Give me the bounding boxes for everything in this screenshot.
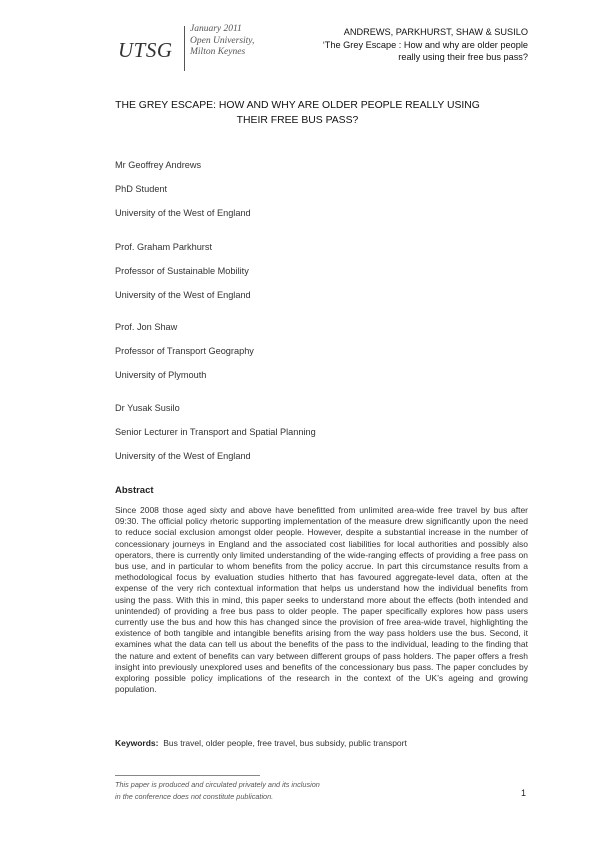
author-affiliation: University of the West of England [115,290,251,300]
author-affiliation: University of the West of England [115,451,251,461]
author-role: Professor of Sustainable Mobility [115,266,249,276]
running-head-title-line-1: ‘The Grey Escape : How and why are older people [322,39,528,50]
abstract-body: Since 2008 those aged sixty and above have benefitted from unlimited area-wide free travel by bus after 09:30. The official policy rhetoric supporting implementation of the measure drew significantly upon the need to reduce social exclusion amongst older people. However, despite a substantial increase in the number of concessionary journeys in England and the associated cost liabilities for local authorities and possibly also operators, there is currently only limited understanding of the wide-ranging effects of providing a free pass on bus use, and in particular to whom benefits from the policy accrue. In part this circumstance results from a methodological focus by evaluation studies hitherto that has favoured aggregate-level data, often at the expense of the very rich contextual information that helps us understand how the individual benefits from using the pass. With this in mind, this paper seeks to understand more about the effects (both intended and unintended) of providing a free bus pass to older people. The paper specifically explores how pass users currently use the bus and how this has changed since the provision of free area-wide travel, highlighting the existence of both tangible and intangible benefits arising from the way pass holders use the bus. Second, it examines what the data can tell us about the benefits of the pass to the individual, leading to the finding that the nature and extent of benefits can vary between different groups of pass holders. The paper offers a fresh insight into previously unexplored uses and benefits of the concessionary bus pass. The paper concludes by exploring possible policy implications of the research in the context of the UK’s ageing and growing population. [115,505,528,695]
paper-title: THE GREY ESCAPE: HOW AND WHY ARE OLDER PEOPLE REALLY USING THEIR FREE BUS PASS? [115,100,480,126]
keywords-text: Bus travel, older people, free travel, bus subsidy, public transport [163,738,407,748]
logo-divider [184,26,185,71]
conference-info [190,24,254,59]
author-name: Prof. Graham Parkhurst [115,242,213,252]
abstract-heading: Abstract [115,485,154,496]
keywords-label: Keywords: [115,738,159,748]
footer-note-line-1: This paper is produced and circulated privately and its inclusion [115,780,320,789]
author-role: Senior Lecturer in Transport and Spatial Planning [115,427,316,437]
author-name: Prof. Jon Shaw [115,322,178,332]
running-head-authors: ANDREWS, PARKHURST, SHAW & SUSILO [343,27,528,37]
author-name: Dr Yusak Susilo [115,403,180,413]
author-affiliation: University of the West of England [115,208,251,218]
footer-note-line-2: in the conference does not constitute publication. [115,791,274,801]
utsg-logo: UTSG [118,38,173,62]
conference-city: Milton Keynes [190,47,246,57]
page-number: 1 [521,788,527,798]
running-head-title-line-2: really using their free bus pass? [398,52,528,62]
footer-rule [115,775,260,776]
conference-venue: Open University, [190,35,255,46]
author-affiliation: University of Plymouth [115,370,207,380]
conference-date: January 2011 [190,24,242,34]
author-role: PhD Student [115,184,168,194]
author-name: Mr Geoffrey Andrews [115,160,202,170]
author-role: Professor of Transport Geography [115,346,254,356]
footer-note [115,779,320,802]
keywords [115,738,407,748]
running-head [323,26,528,64]
